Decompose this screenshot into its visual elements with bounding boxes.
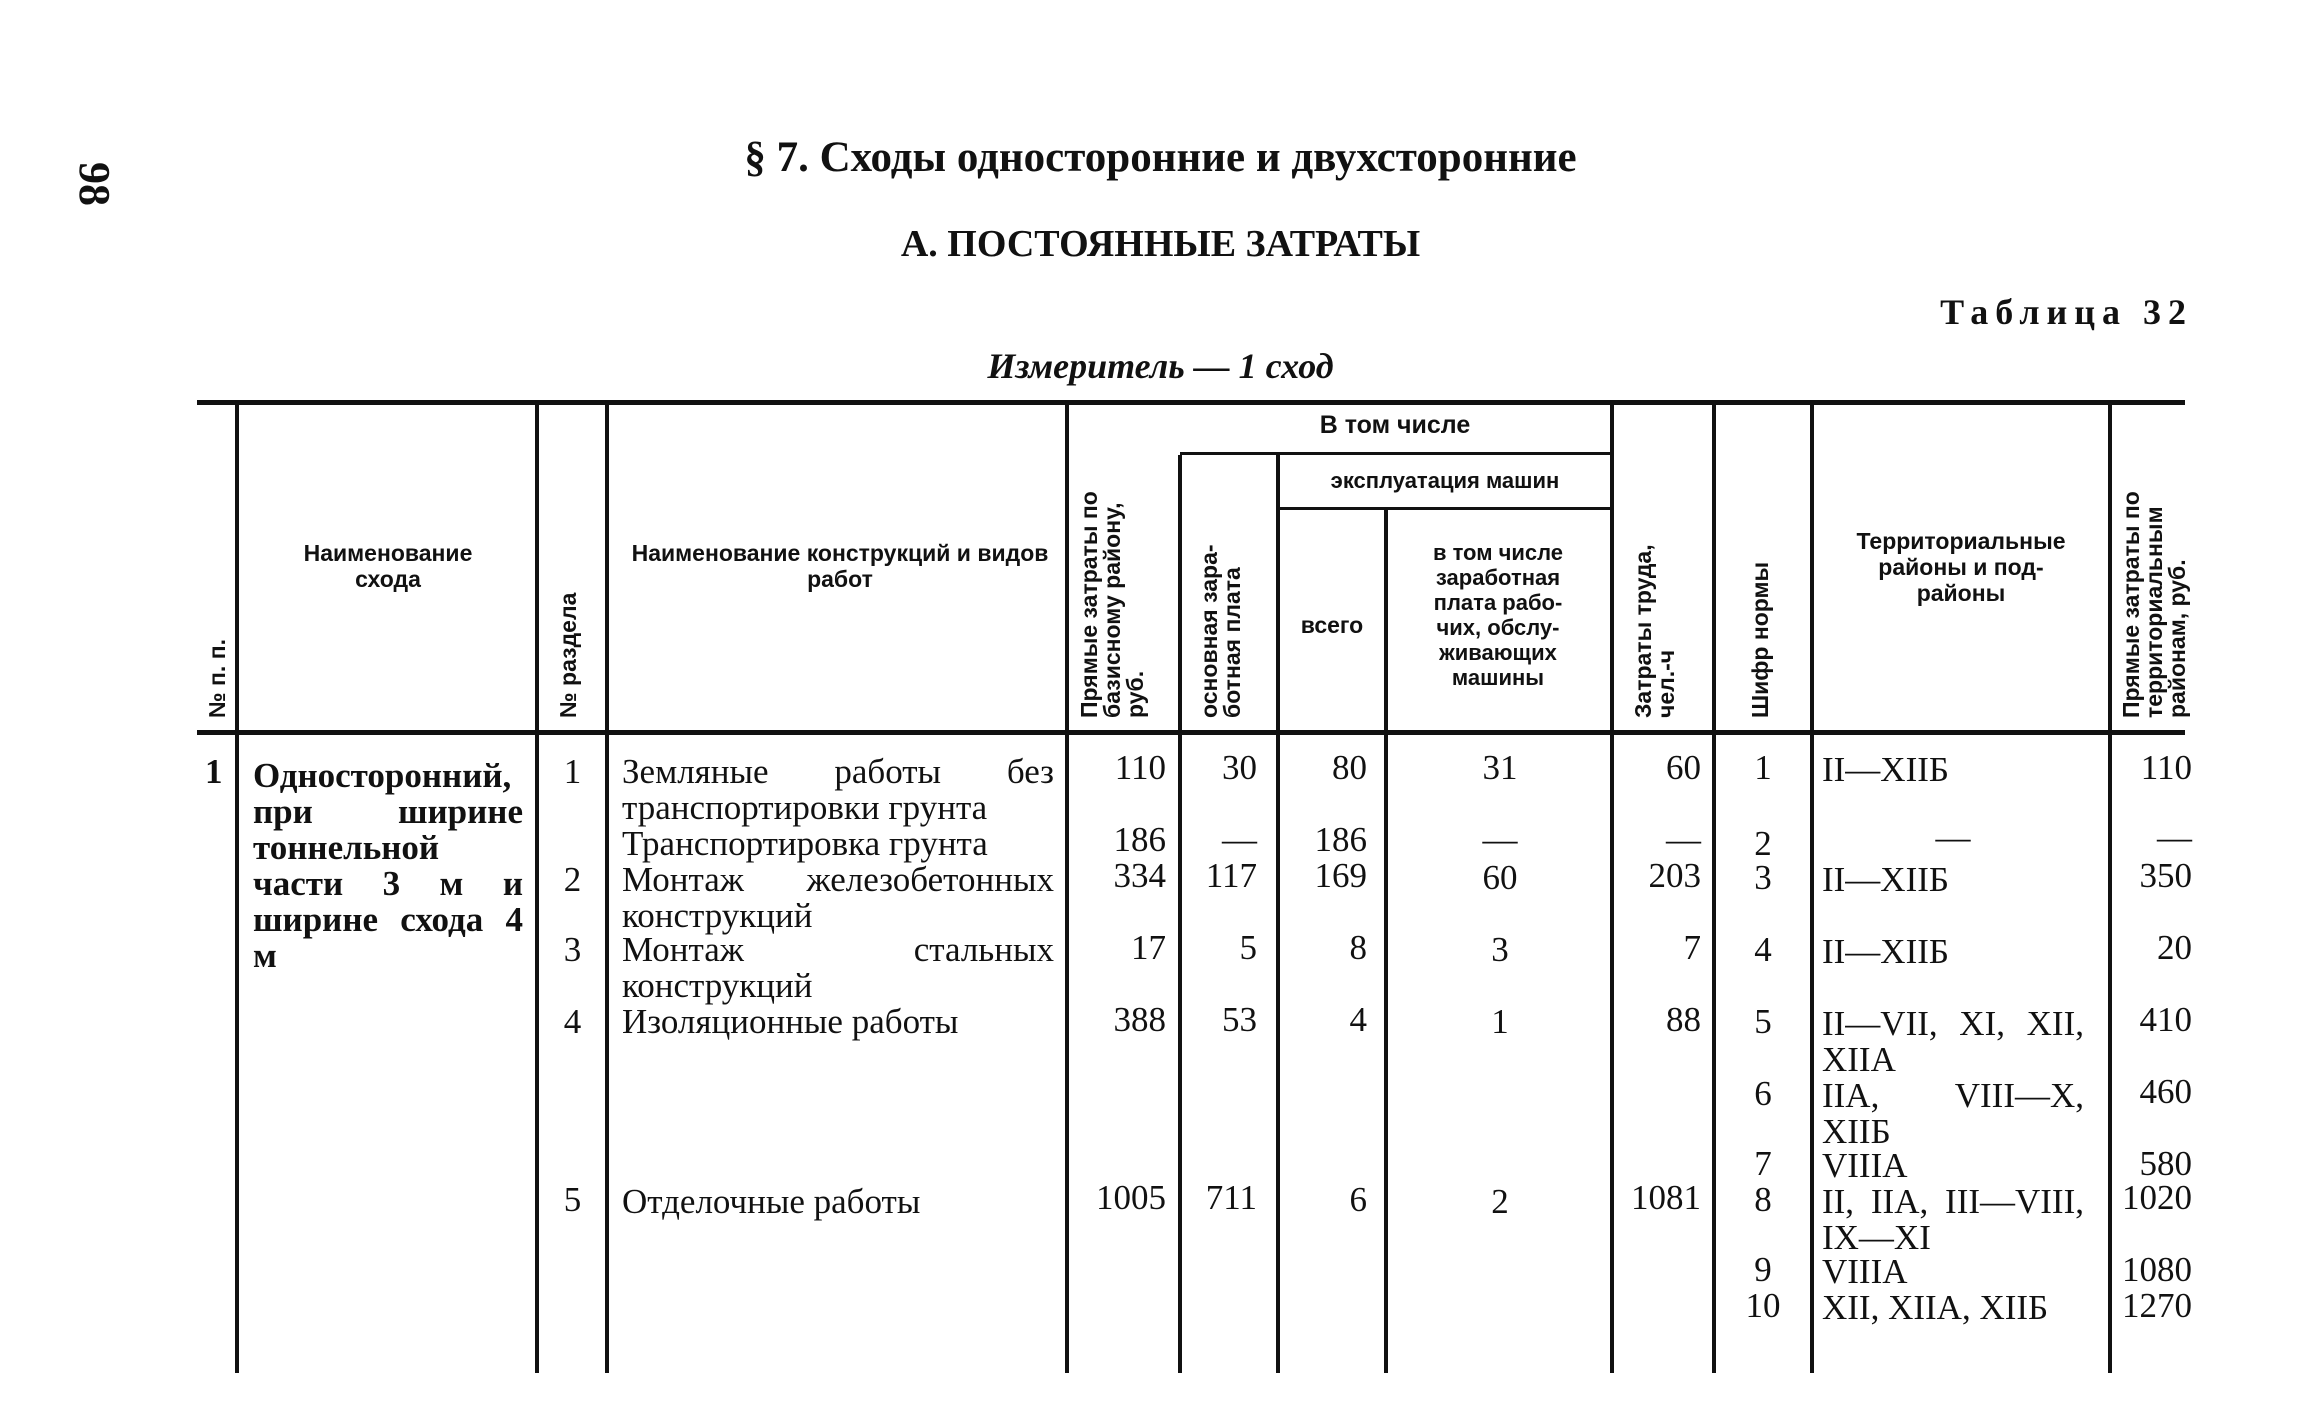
norm-code: 2 — [1754, 824, 1772, 863]
norm-code: 10 — [1745, 1286, 1781, 1325]
header-bottom-rule — [197, 730, 2185, 735]
machine-total: 8 — [1349, 928, 1367, 967]
page-number: 98 — [70, 162, 119, 206]
machine-total: 6 — [1349, 1180, 1367, 1219]
machine-wage: 60 — [1482, 858, 1518, 897]
work-name: Монтаж железобетонных конструкций — [622, 860, 1054, 935]
column-divider — [605, 405, 609, 1373]
norm-code: 1 — [1754, 748, 1772, 787]
work-name: Монтаж стальных конструкций — [622, 930, 1054, 1005]
subtitle: А. ПОСТОЯННЫЕ ЗАТРАТЫ — [900, 223, 1421, 265]
labor-cost: 203 — [1648, 856, 1701, 895]
labor-cost: — — [1666, 820, 1701, 859]
region-cost: 110 — [2140, 748, 2192, 787]
direct-base-cost: 388 — [1113, 1000, 1166, 1039]
base-wage: 30 — [1222, 748, 1257, 787]
direct-base-cost: 110 — [1114, 748, 1166, 787]
section-number: 2 — [563, 860, 582, 899]
header-labor: Затраты труда, чел.-ч — [1630, 544, 1679, 718]
machine-wage: 31 — [1482, 748, 1518, 787]
region: II—XIIБ — [1822, 932, 1949, 971]
direct-base-cost: 1005 — [1096, 1178, 1166, 1217]
measure-unit: Измеритель — 1 сход — [987, 346, 1334, 386]
header-base-wage: основная зара- ботная плата — [1196, 544, 1245, 718]
region-cost: 460 — [2139, 1072, 2192, 1111]
norm-code: 4 — [1754, 930, 1772, 969]
column-divider — [1276, 455, 1280, 1373]
header-machine-wage: в том числе заработная плата рабо- чих, обслу- живающих машины — [1432, 540, 1564, 690]
machine-op-rule — [1278, 507, 1610, 510]
header-work-name: Наименование конструкций и видов работ — [631, 540, 1049, 592]
base-wage: — — [1222, 820, 1257, 859]
machine-total: 80 — [1332, 748, 1367, 787]
work-name: Транспортировка грунта — [622, 824, 988, 863]
header-norm-code: Шифр нормы — [1747, 561, 1773, 718]
labor-cost: 1081 — [1631, 1178, 1701, 1217]
region: II—VII, XI, XII, XIIА — [1822, 1004, 2084, 1079]
column-divider — [1384, 510, 1388, 1373]
header-item-number: № п. п. — [204, 639, 230, 718]
region-cost: 410 — [2139, 1000, 2192, 1039]
machine-total: 4 — [1349, 1000, 1367, 1039]
region-cost: 1080 — [2122, 1250, 2192, 1289]
direct-base-cost: 186 — [1113, 820, 1166, 859]
machine-total: 169 — [1314, 856, 1367, 895]
region-cost: 350 — [2139, 856, 2192, 895]
column-divider — [1178, 455, 1182, 1373]
region: IIА, VIII—X, XIIБ — [1822, 1076, 2084, 1151]
header-direct-regions: Прямые затраты по территориальным районам, руб. — [2118, 491, 2190, 718]
region-cost: 580 — [2139, 1144, 2192, 1183]
norm-code: 9 — [1754, 1250, 1772, 1289]
region-cost: — — [2157, 818, 2192, 857]
direct-base-cost: 334 — [1113, 856, 1166, 895]
column-divider — [535, 405, 539, 1373]
section-number: 3 — [563, 930, 582, 969]
base-wage: 711 — [1205, 1178, 1257, 1217]
base-wage: 5 — [1239, 928, 1257, 967]
table-label: Таблица 32 — [1940, 292, 2193, 332]
region-cost: 20 — [2157, 928, 2192, 967]
column-divider — [1610, 405, 1614, 1373]
norm-code: 8 — [1754, 1180, 1772, 1219]
machine-wage: 3 — [1491, 930, 1509, 969]
table-top-rule — [197, 400, 2185, 405]
region-cost: 1020 — [2122, 1178, 2192, 1217]
column-divider — [1810, 405, 1814, 1373]
work-name: Отделочные работы — [622, 1182, 921, 1221]
labor-cost: 7 — [1683, 928, 1701, 967]
norm-code: 3 — [1754, 858, 1772, 897]
machine-wage: 2 — [1491, 1182, 1509, 1221]
header-machine-operation: эксплуатация машин — [1330, 468, 1560, 493]
header-section-number: № раздела — [555, 592, 581, 718]
base-wage: 53 — [1222, 1000, 1257, 1039]
section-title: § 7. Сходы односторонние и двухсторонние — [744, 134, 1577, 181]
header-descent-name: Наименование схода — [303, 540, 473, 592]
region: — — [1935, 818, 1971, 857]
header-including: В том числе — [1319, 411, 1471, 439]
norm-code: 7 — [1754, 1144, 1772, 1183]
header-direct-base: Прямые затраты по базисному району, руб. — [1076, 491, 1148, 718]
descent-name: Односторонний, при ширине тоннельной части 3 м и ширине схода 4 м — [253, 756, 523, 975]
region: II—XIIБ — [1822, 860, 1949, 899]
region: II—XIIБ — [1822, 750, 1949, 789]
norm-code: 5 — [1754, 1002, 1772, 1041]
machine-wage: 1 — [1491, 1002, 1509, 1041]
machine-total: 186 — [1314, 820, 1367, 859]
region: XII, XIIА, XIIБ — [1822, 1288, 2049, 1327]
region: VIIIА — [1822, 1252, 1908, 1291]
item-number: 1 — [205, 752, 223, 791]
labor-cost: 60 — [1666, 748, 1701, 787]
labor-cost: 88 — [1666, 1000, 1701, 1039]
work-name: Изоляционные работы — [622, 1002, 959, 1041]
column-divider — [1065, 405, 1069, 1373]
section-number: 5 — [563, 1180, 582, 1219]
including-rule — [1180, 452, 1610, 455]
region-cost: 1270 — [2122, 1286, 2192, 1325]
region: II, IIА, III—VIII, IX—XI — [1822, 1182, 2084, 1257]
section-number: 4 — [563, 1002, 582, 1041]
region: VIIIА — [1822, 1146, 1908, 1185]
header-regions: Территориальные районы и под- районы — [1856, 528, 2066, 606]
header-total: всего — [1300, 612, 1364, 638]
direct-base-cost: 17 — [1131, 928, 1166, 967]
base-wage: 117 — [1205, 856, 1257, 895]
machine-wage: — — [1482, 820, 1518, 859]
norm-code: 6 — [1754, 1074, 1772, 1113]
section-number: 1 — [563, 752, 582, 791]
column-divider — [235, 405, 239, 1373]
work-name: Земляные работы без транспортировки грунта — [622, 752, 1054, 827]
